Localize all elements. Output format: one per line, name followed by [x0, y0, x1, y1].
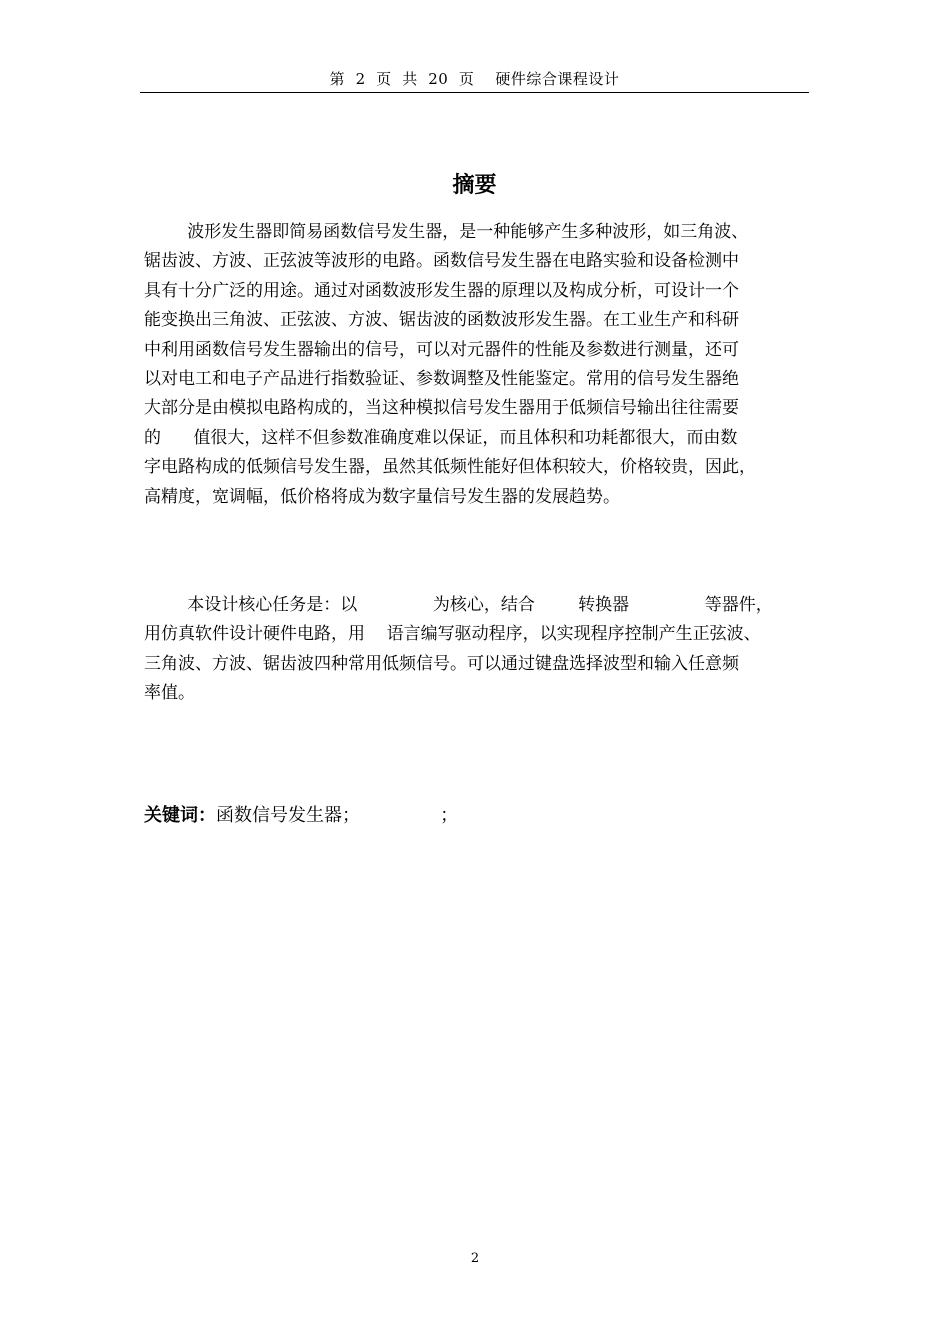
- header-rule: [140, 92, 809, 93]
- paragraph-line: 波形发生器即简易函数信号发生器，是一种能够产生多种波形，如三角波、: [144, 222, 749, 242]
- paragraph-line: 的 值很大，这样不但参数准确度难以保证，而且体积和功耗都很大，而由数: [144, 427, 738, 448]
- paragraph-line: 本设计核心任务是：以 为核心，结合 转换器 等器件，: [144, 595, 773, 615]
- keywords-line: [144, 801, 458, 827]
- paragraph-line: 三角波、方波、锯齿波四种常用低频信号。可以通过键盘选择波型和输入任意频: [144, 653, 739, 674]
- paragraph-line: 字电路构成的低频信号发生器，虽然其低频性能好但体积较大，价格较贵，因此，: [144, 457, 756, 478]
- abstract-paragraph-2: [144, 591, 808, 709]
- paragraph-line: 率值。: [144, 683, 195, 704]
- keywords-label: 关键词：: [144, 805, 216, 826]
- paragraph-line: 锯齿波、方波、正弦波等波形的电路。函数信号发生器在电路实验和设备检测中: [144, 251, 739, 272]
- running-header: 第 2 页 共 20 页 硬件综合课程设计: [329, 70, 620, 88]
- abstract-title: 摘要: [452, 173, 497, 198]
- page-number: 2: [470, 1251, 480, 1266]
- keywords-value: 函数信号发生器； ；: [216, 805, 459, 826]
- abstract-paragraph-1: [144, 218, 808, 512]
- paragraph-line: 具有十分广泛的用途。通过对函数波形发生器的原理以及构成分析，可设计一个: [144, 280, 739, 301]
- paragraph-line: 以对电工和电子产品进行指数验证、参数调整及性能鉴定。常用的信号发生器绝: [144, 368, 739, 389]
- paragraph-line: 大部分是由模拟电路构成的，当这种模拟信号发生器用于低频信号输出往往需要: [144, 398, 739, 419]
- paragraph-line: 中利用函数信号发生器输出的信号，可以对元器件的性能及参数进行测量，还可: [144, 339, 739, 360]
- paragraph-line: 用仿真软件设计硬件电路，用 语言编写驱动程序，以实现程序控制产生正弦波、: [144, 624, 761, 645]
- paragraph-line: 能变换出三角波、正弦波、方波、锯齿波的函数波形发生器。在工业生产和科研: [144, 310, 739, 331]
- paragraph-line: 高精度，宽调幅，低价格将成为数字量信号发生器的发展趋势。: [144, 486, 620, 507]
